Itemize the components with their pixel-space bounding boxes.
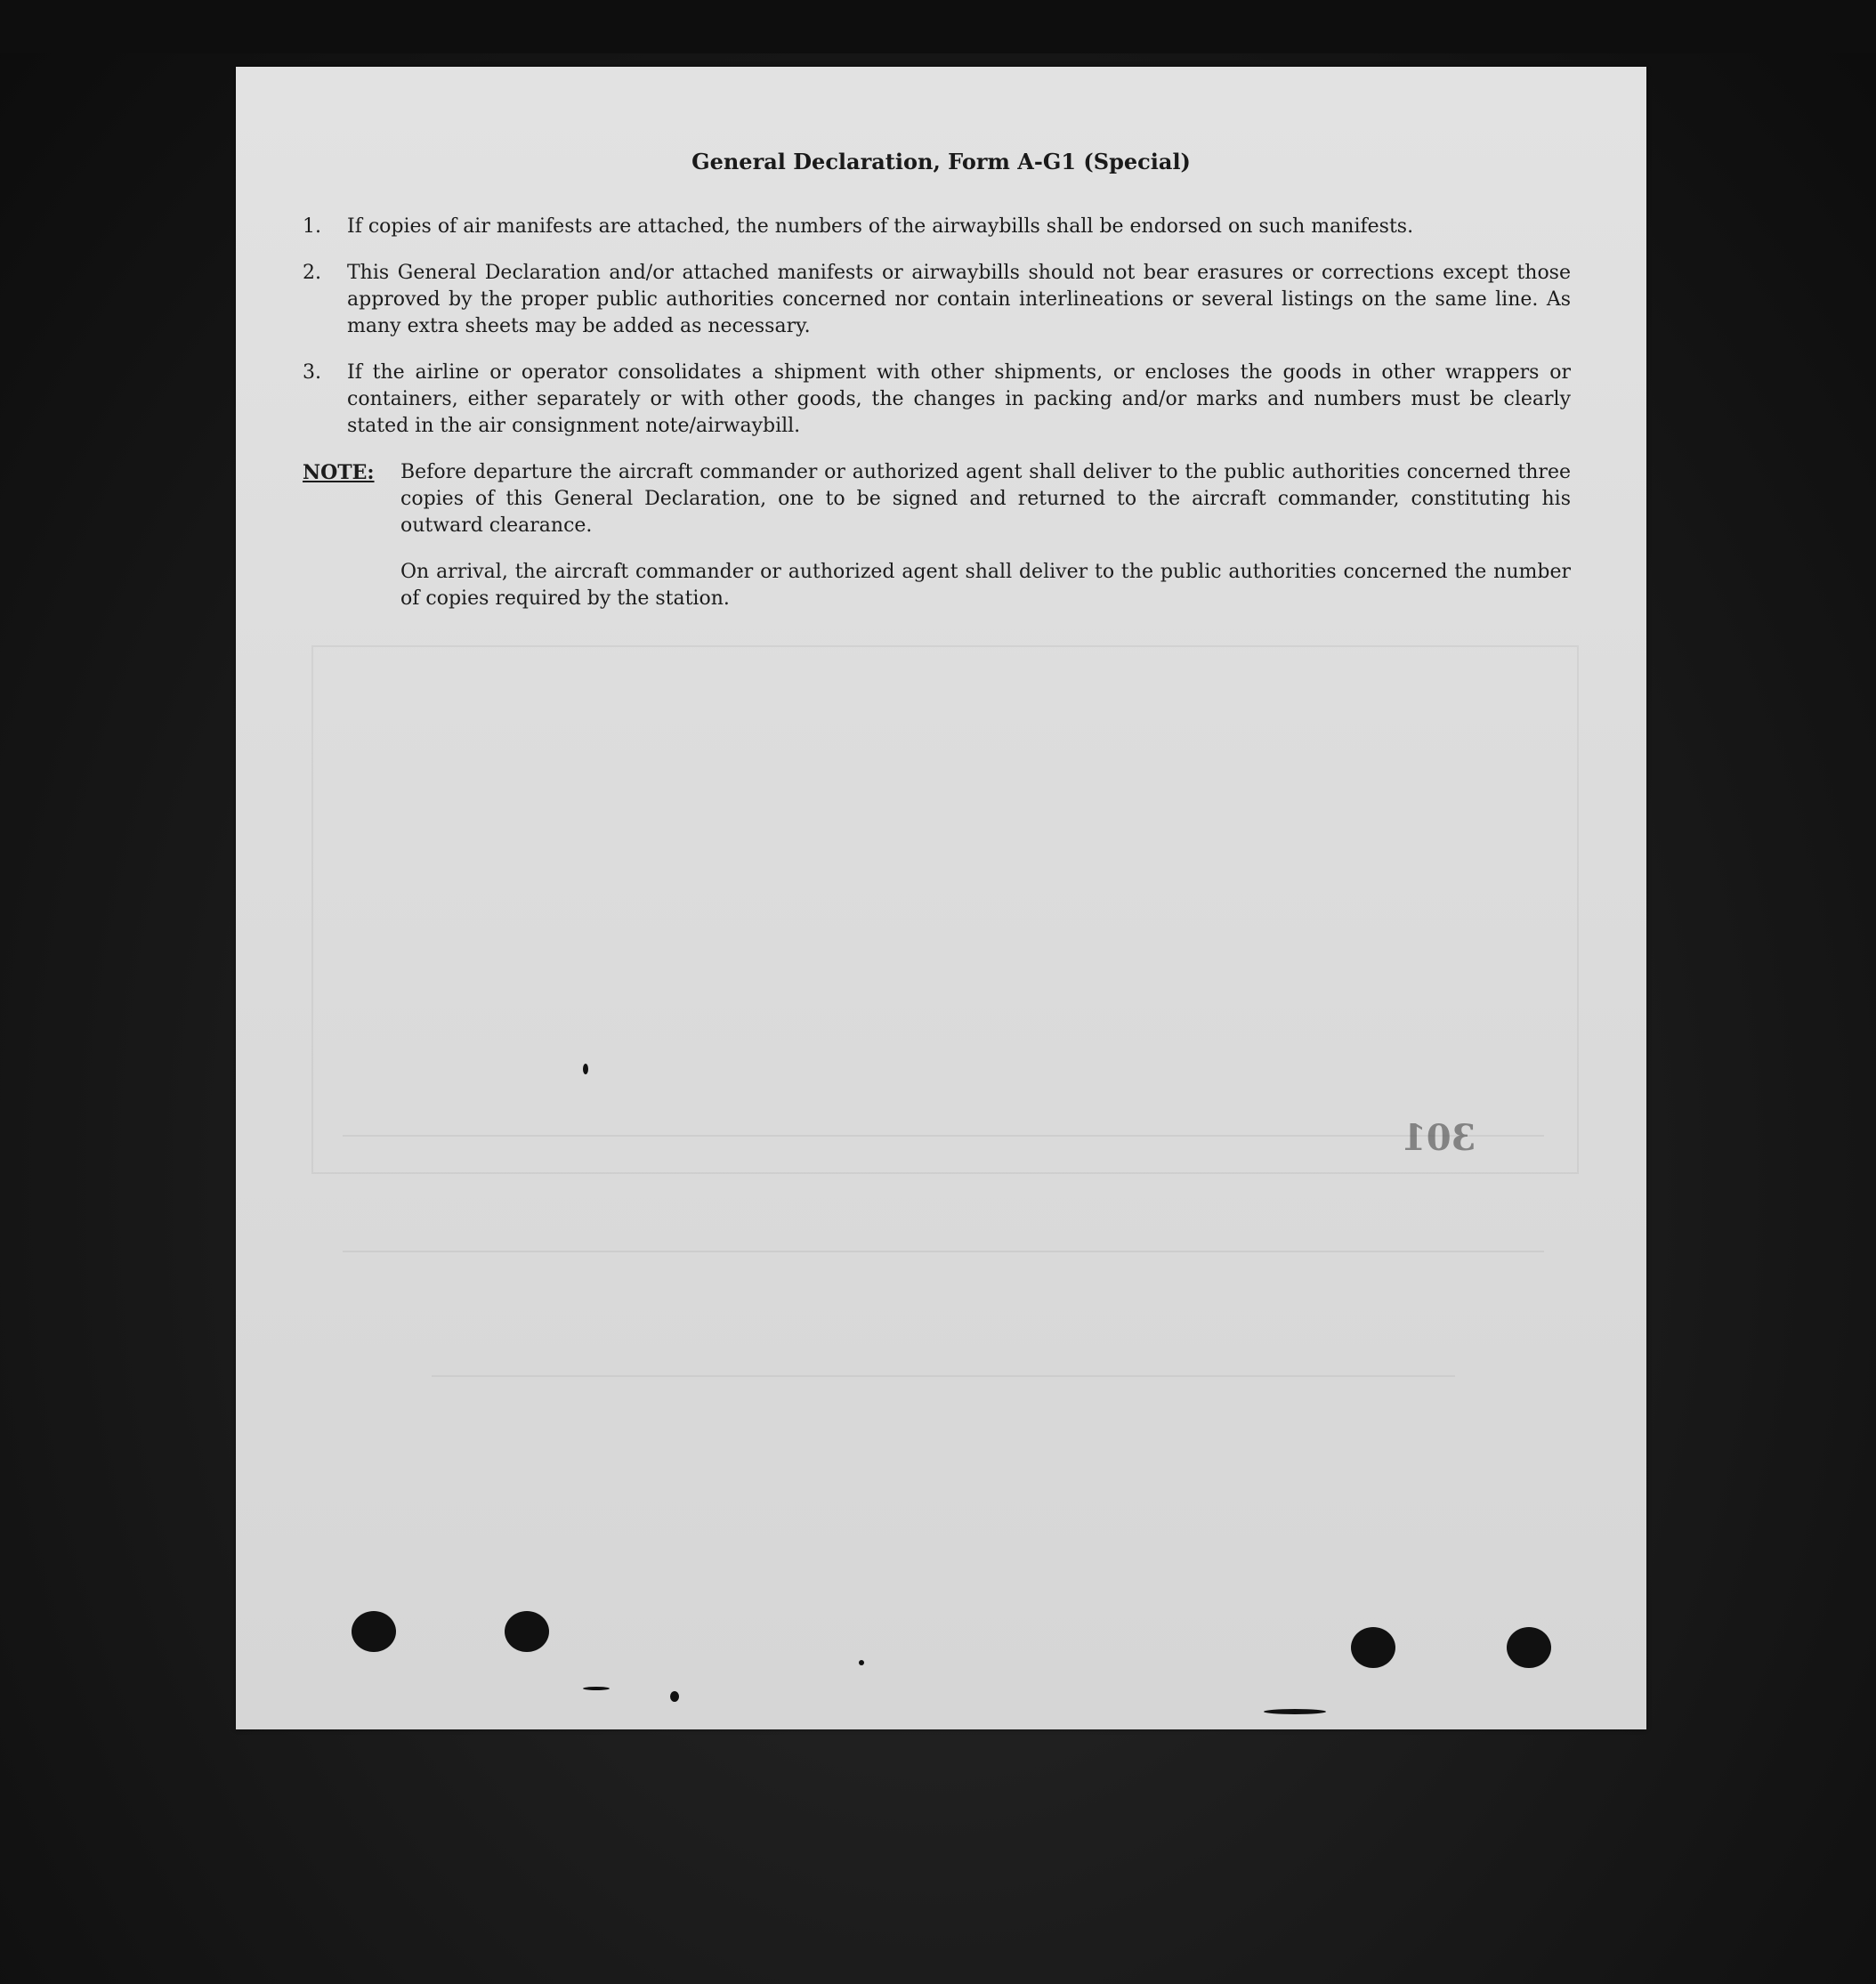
item-text: This General Declaration and/or attached manifests or airwaybills should not bear erasures or corrections except those approved by the proper public authorities concerned nor contain interlineations or several listings on the same line. As many extra sheets may be added as necessary. <box>347 262 1571 337</box>
page-title: General Declaration, Form A-G1 (Special) <box>691 149 1191 174</box>
speck <box>583 1064 588 1074</box>
speck <box>583 1687 610 1690</box>
film-border <box>0 0 1876 53</box>
punch-hole <box>352 1611 396 1652</box>
list-item <box>303 260 1571 340</box>
punch-hole <box>1507 1627 1551 1668</box>
speck <box>670 1691 679 1702</box>
note-paragraph: On arrival, the aircraft commander or authorized agent shall deliver to the public authorities concerned the number of copies required by the station. <box>400 561 1571 610</box>
item-number: 3. <box>303 361 321 384</box>
bleed-through-number: 301 <box>1402 1117 1476 1159</box>
item-number: 1. <box>303 215 321 238</box>
item-number: 2. <box>303 262 321 284</box>
punch-hole <box>505 1611 549 1652</box>
note-paragraph: Before departure the aircraft commander or authorized agent shall deliver to the public authorities concerned three copies of this General Declaration, one to be signed and returned to the aircraft commander, constituting his outward clearance. <box>400 461 1571 537</box>
speck <box>859 1660 864 1665</box>
instructions-list <box>303 214 1571 632</box>
note-section <box>303 459 1571 632</box>
document-page <box>236 67 1646 1729</box>
bleed-through-form-outline <box>311 645 1579 1174</box>
list-item <box>303 360 1571 440</box>
note-label: NOTE: <box>303 461 375 484</box>
punch-hole <box>1351 1627 1395 1668</box>
bleed-through-rule <box>343 1135 1544 1137</box>
bleed-through-rule <box>343 1251 1544 1252</box>
bleed-through-rule <box>432 1375 1455 1377</box>
item-text: If copies of air manifests are attached, the numbers of the airwaybills shall be endorsed on such manifests. <box>347 215 1414 238</box>
speck <box>1264 1709 1326 1714</box>
list-item <box>303 214 1571 240</box>
note-body <box>400 459 1571 632</box>
item-text: If the airline or operator consolidates a shipment with other shipments, or encloses the goods in other wrappers or containers, either separately or with other goods, the changes in packing and/or marks and numbers must be clearly stated in the air consignment note/airwaybill. <box>347 361 1571 437</box>
